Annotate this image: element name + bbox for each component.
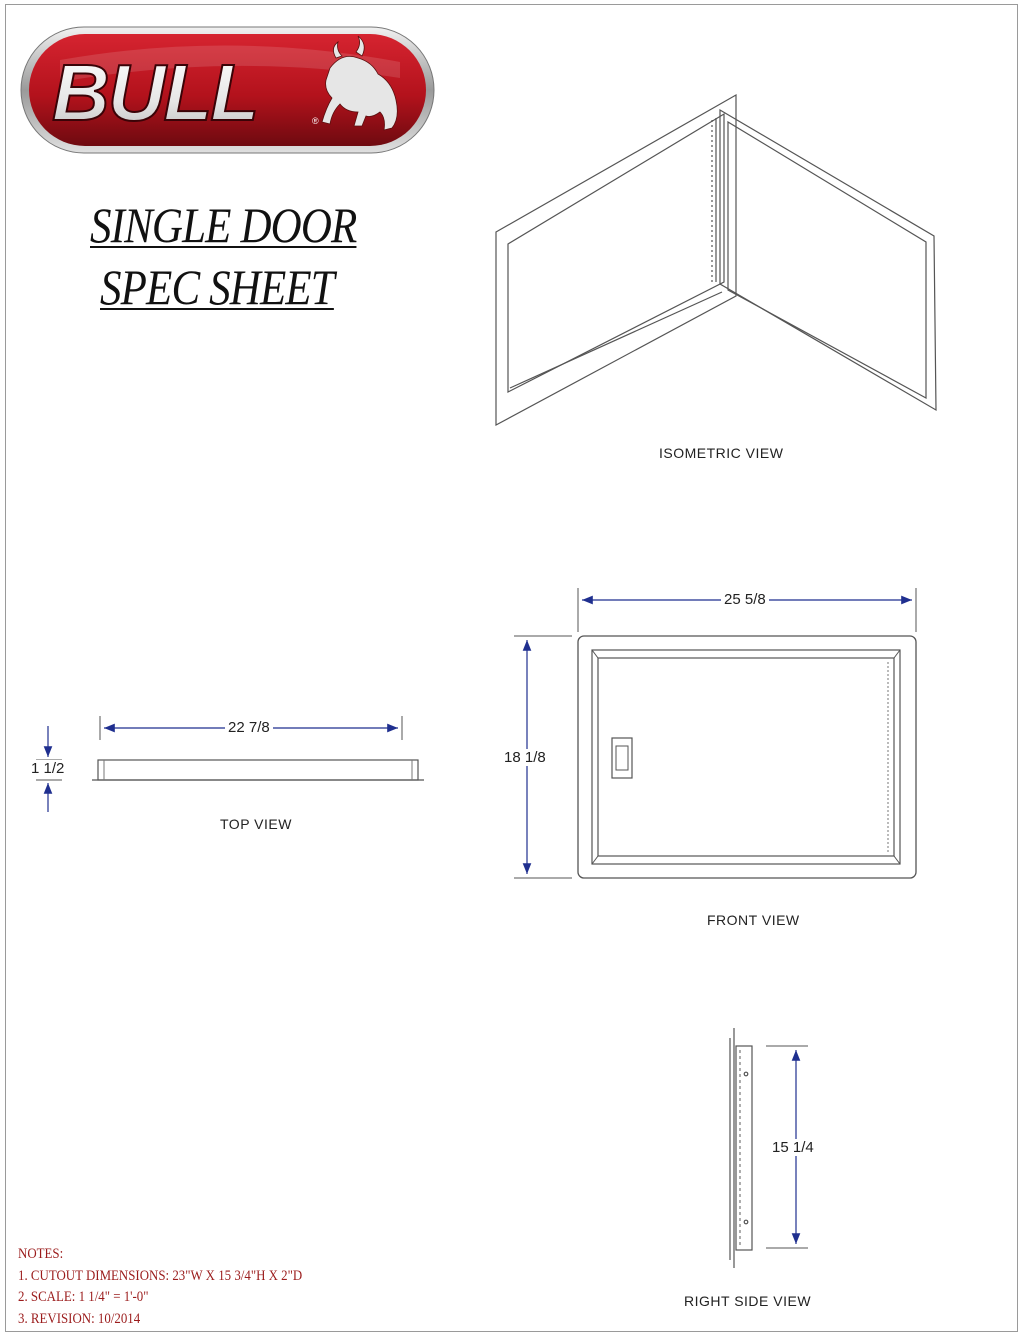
- brand-name: BULL: [52, 48, 258, 137]
- note-item: 3. REVISION: 10/2014: [18, 1310, 141, 1327]
- top-view-depth-dimension: 1 1/2: [28, 760, 67, 777]
- front-view-width-dimension: 25 5/8: [721, 591, 769, 608]
- sheet-title-line-2: SPEC SHEET: [100, 259, 334, 315]
- notes-heading: NOTES:: [18, 1246, 64, 1262]
- note-item: 2. SCALE: 1 1/4" = 1'-0": [18, 1289, 149, 1305]
- front-view-height-dimension: 18 1/8: [501, 749, 549, 766]
- front-view-label: FRONT VIEW: [707, 912, 800, 928]
- brand-logo: [21, 27, 434, 153]
- isometric-view-label: ISOMETRIC VIEW: [659, 445, 784, 461]
- svg-text:®: ®: [312, 116, 319, 126]
- right-side-height-dimension: 15 1/4: [769, 1139, 817, 1156]
- notes-block: [18, 1244, 348, 1330]
- front-view-drawing: [514, 588, 916, 878]
- door-handle-icon: [612, 738, 632, 778]
- isometric-drawing: [496, 95, 936, 425]
- top-view-label: TOP VIEW: [220, 816, 292, 832]
- top-view-width-dimension: 22 7/8: [225, 719, 273, 736]
- right-side-view-label: RIGHT SIDE VIEW: [684, 1293, 812, 1309]
- note-item: 1. CUTOUT DIMENSIONS: 23"W X 15 3/4"H X 2"D: [18, 1267, 303, 1284]
- sheet-title-line-1: SINGLE DOOR: [90, 197, 357, 253]
